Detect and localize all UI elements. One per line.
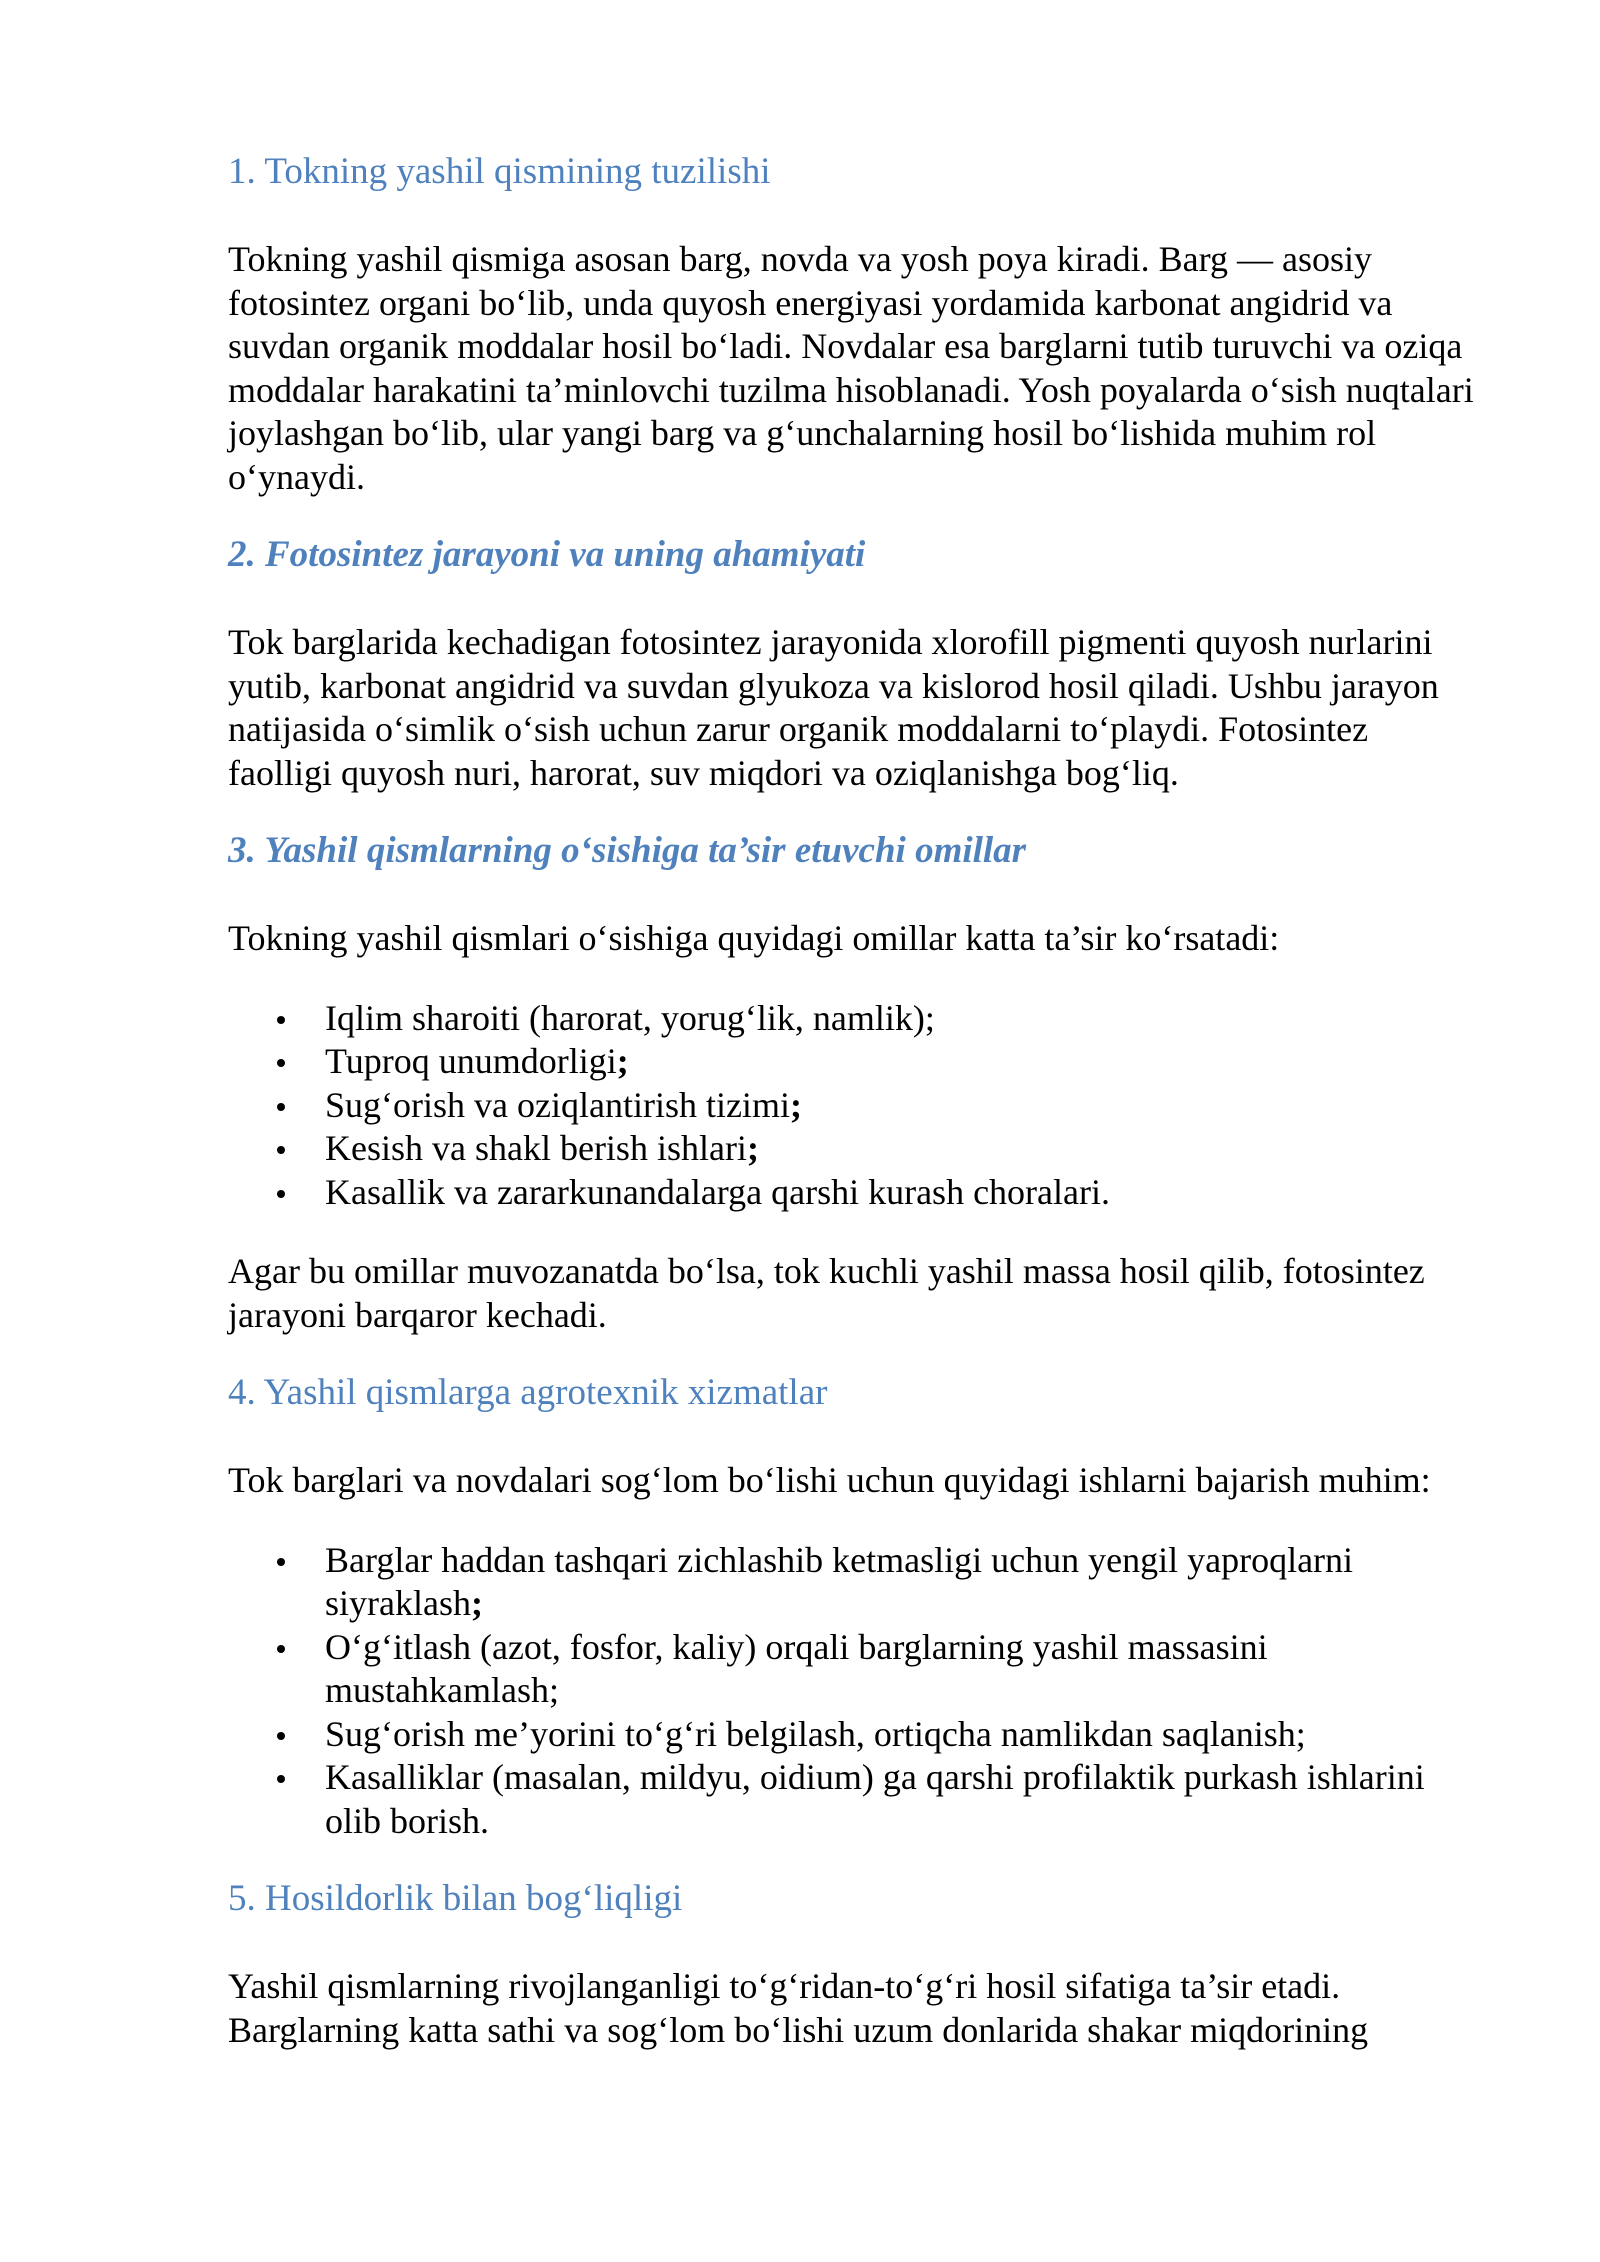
section-5-heading: 5. Hosildorlik bilan bog‘liqligi (228, 1878, 683, 1919)
factors-list (228, 997, 1480, 1215)
list-item: Kasallik va zararkunandalarga qarshi kurash choralari. (325, 1171, 1480, 1215)
section-3-conclusion: Agar bu omillar muvozanatda bo‘lsa, tok kuchli yashil massa hosil qilib, fotosintez jarayoni barqaror kechadi. (228, 1251, 1425, 1335)
section-4-heading: 4. Yashil qismlarga agrotexnik xizmatlar (228, 1372, 828, 1413)
list-item: Barglar haddan tashqari zichlashib ketmasligi uchun yengil yaproqlarni siyraklash; (325, 1539, 1480, 1626)
list-item: Kesish va shakl berish ishlari; (325, 1127, 1480, 1171)
agrotech-list (228, 1539, 1480, 1844)
section-3-heading: 3. Yashil qismlarning o‘sishiga ta’sir etuvchi omillar (228, 830, 1027, 871)
section-5-paragraph: Yashil qismlarning rivojlanganligi to‘g‘ridan-to‘g‘ri hosil sifatiga ta’sir etadi. Barglarning katta sathi va sog‘lom bo‘lishi uzum donlarida shakar miqdorining (228, 1966, 1369, 2050)
section-3-intro: Tokning yashil qismlari o‘sishiga quyidagi omillar katta ta’sir ko‘rsatadi: (228, 918, 1280, 958)
list-item: Tuproq unumdorligi; (325, 1040, 1480, 1084)
list-item: Sug‘orish va oziqlantirish tizimi; (325, 1084, 1480, 1128)
list-item: Kasalliklar (masalan, mildyu, oidium) ga qarshi profilaktik purkash ishlarini olib borish. (325, 1756, 1480, 1843)
list-item: Sug‘orish me’yorini to‘g‘ri belgilash, ortiqcha namlikdan saqlanish; (325, 1713, 1480, 1757)
section-4-intro: Tok barglari va novdalari sog‘lom bo‘lishi uchun quyidagi ishlarni bajarish muhim: (228, 1460, 1431, 1500)
section-1-paragraph: Tokning yashil qismiga asosan barg, novda va yosh poya kiradi. Barg — asosiy fotosintez organi bo‘lib, unda quyosh energiyasi yordamida karbonat angidrid va suvdan organik moddalar hosil bo‘ladi. Novdalar esa barglarni tutib turuvchi va oziqa moddalar harakatini ta’minlovchi tuzilma hisoblanadi. Yosh poyalarda o‘sish nuqtalari joylashgan bo‘lib, ular yangi barg va g‘unchalarning hosil bo‘lishida muhim rol o‘ynaydi. (228, 239, 1474, 497)
list-item: Iqlim sharoiti (harorat, yorug‘lik, namlik); (325, 997, 1480, 1041)
section-1-heading: 1. Tokning yashil qismining tuzilishi (228, 151, 771, 192)
section-2-paragraph: Tok barglarida kechadigan fotosintez jarayonida xlorofill pigmenti quyosh nurlarini yutib, karbonat angidrid va suvdan glyukoza va kislorod hosil qiladi. Ushbu jarayon natijasida o‘simlik o‘sish uchun zarur organik moddalarni to‘playdi. Fotosintez faolligi quyosh nuri, harorat, suv miqdori va oziqlanishga bog‘liq. (228, 622, 1439, 793)
list-item: O‘g‘itlash (azot, fosfor, kaliy) orqali barglarning yashil massasini mustahkamlash; (325, 1626, 1480, 1713)
section-2-heading: 2. Fotosintez jarayoni va uning ahamiyati (228, 534, 866, 575)
